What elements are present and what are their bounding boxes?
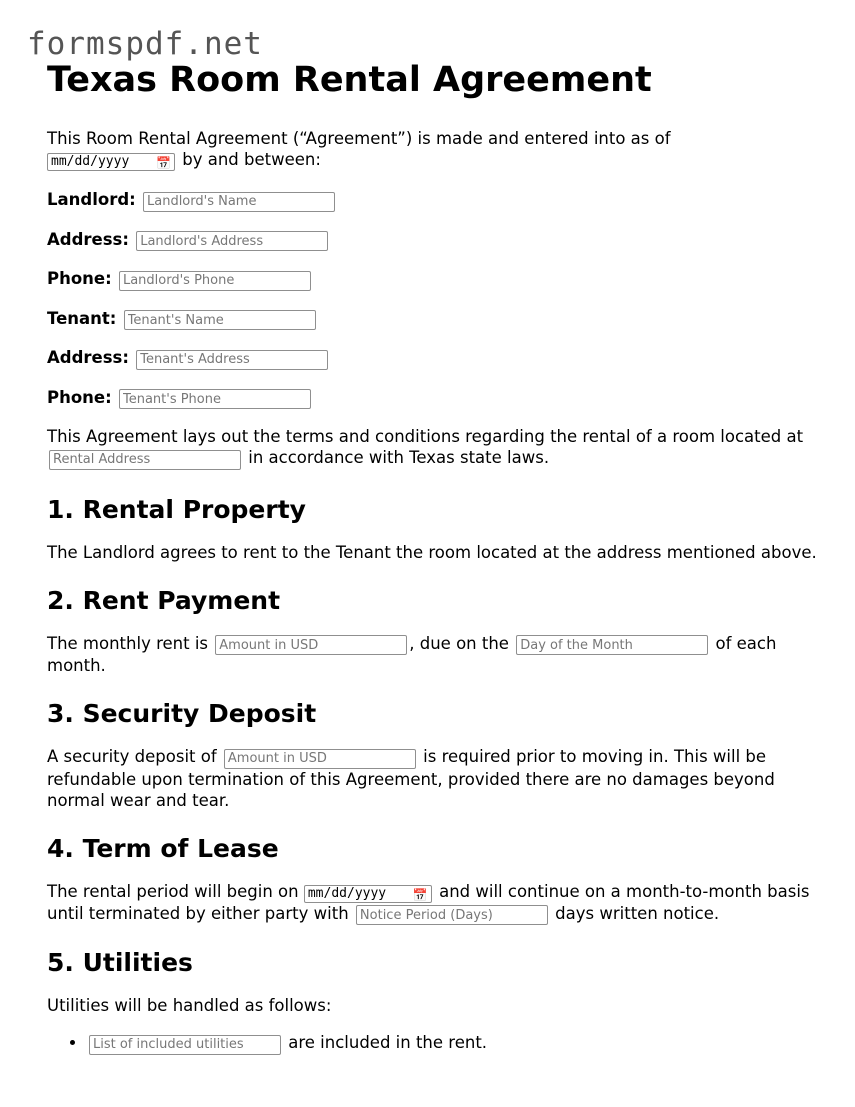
section-heading-term-of-lease: 4. Term of Lease bbox=[47, 833, 279, 863]
utilities-list bbox=[47, 1032, 817, 1055]
lease-start-date-input[interactable]: mm/dd/yyyy 📅 bbox=[304, 885, 432, 903]
section-text-utilities: Utilities will be handled as follows: bbox=[47, 996, 332, 1015]
landlord-address-label: Address: bbox=[47, 229, 129, 249]
section-heading-security-deposit: 3. Security Deposit bbox=[47, 699, 317, 728]
rent-day-input[interactable] bbox=[516, 635, 708, 655]
section-text-security-deposit: A security deposit of Amount in USD is required prior to moving in. This will be refundable upon termination of this Agreement, provided there are no damages beyond normal wear and tear. bbox=[47, 746, 817, 811]
notice-period-input[interactable] bbox=[356, 905, 548, 925]
tenant-name-input[interactable] bbox=[124, 310, 316, 330]
section-text-rent-payment: The monthly rent is Amount in USD , due on the Day of the Month of each month. bbox=[47, 633, 817, 677]
tenant-label: Tenant: bbox=[47, 308, 117, 328]
section-heading-rental-property: 1. Rental Property bbox=[47, 494, 306, 524]
terms-intro-text-after: in accordance with Texas state laws. bbox=[248, 448, 550, 467]
tenant-phone-label: Phone: bbox=[47, 387, 112, 407]
tenant-address-input[interactable] bbox=[136, 350, 328, 370]
rent-amount-input[interactable] bbox=[215, 635, 407, 655]
section-text-term-of-lease: The rental period will begin on mm/dd/yyyy 📅 and will continue on a month-to-month basis until terminated by either party with Notice Period (Days) days written notice. bbox=[47, 881, 817, 926]
tenant-phone-input[interactable] bbox=[119, 389, 311, 409]
landlord-phone-label: Phone: bbox=[47, 269, 112, 288]
terms-intro-paragraph bbox=[47, 426, 817, 470]
watermark: formspdf.net bbox=[27, 26, 263, 62]
deposit-amount-input[interactable] bbox=[224, 749, 416, 769]
agreement-form bbox=[47, 58, 817, 1055]
landlord-address-row bbox=[47, 229, 817, 252]
landlord-row bbox=[47, 189, 817, 212]
section-text-rental-property: The Landlord agrees to rent to the Tenant the room located at the address mentioned above. bbox=[47, 542, 817, 562]
tenant-address-row bbox=[47, 347, 817, 370]
section-heading-utilities: 5. Utilities bbox=[47, 948, 193, 977]
tenant-row bbox=[47, 308, 817, 331]
landlord-address-input[interactable] bbox=[136, 231, 328, 251]
calendar-icon[interactable]: 📅 bbox=[156, 156, 171, 170]
rental-address-input[interactable] bbox=[49, 450, 241, 470]
agreement-date-input[interactable]: mm/dd/yyyy 📅 bbox=[47, 153, 175, 171]
intro-paragraph bbox=[47, 128, 817, 171]
intro-text-after: by and between: bbox=[182, 150, 321, 169]
landlord-phone-input[interactable] bbox=[119, 271, 311, 291]
calendar-icon[interactable]: 📅 bbox=[412, 887, 428, 902]
tenant-phone-row bbox=[47, 387, 817, 410]
page-title: Texas Room Rental Agreement bbox=[47, 60, 652, 100]
section-heading-rent-payment: 2. Rent Payment bbox=[47, 585, 281, 615]
landlord-phone-row bbox=[47, 268, 817, 291]
included-utilities-input[interactable] bbox=[89, 1035, 281, 1055]
list-item: List of included utilities • are included in the rent. bbox=[87, 1032, 817, 1055]
terms-intro-text-before: This Agreement lays out the terms and conditions regarding the rental of a room located at bbox=[47, 427, 804, 446]
landlord-name-input[interactable] bbox=[143, 192, 335, 212]
tenant-address-label: Address: bbox=[47, 348, 129, 367]
landlord-label: Landlord: bbox=[47, 190, 136, 209]
intro-text-before: This Room Rental Agreement (“Agreement”) is made and entered into as of bbox=[47, 129, 671, 148]
